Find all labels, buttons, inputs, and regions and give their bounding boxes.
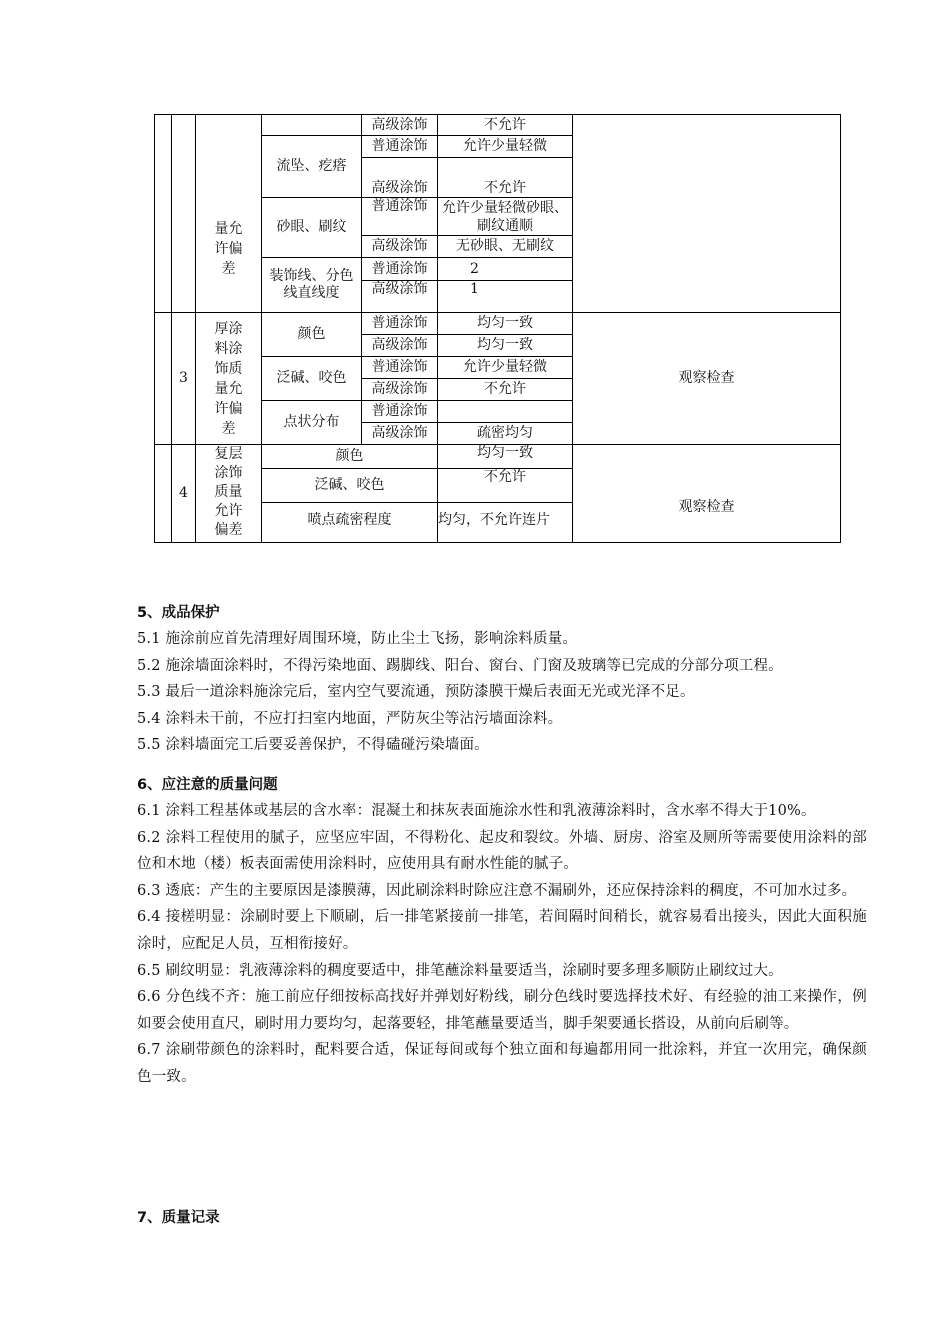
value-cell: 均匀一致 <box>438 313 573 335</box>
grade-cell: 高级涂饰 <box>362 335 438 357</box>
paragraph: 6.7 涂刷带颜色的涂料时，配料要合适，保证每间或每个独立面和每遍都用同一批涂料，并宜一次用完，确保颜色一致。 <box>137 1042 867 1085</box>
value-cell: 1 <box>438 281 573 313</box>
paragraph: 6.2 涂料工程使用的腻子，应坚应牢固，不得粉化、起皮和裂纹。外墙、厨房、浴室及厕所等需要使用涂料的部位和木地（楼）板表面需使用涂料时，应使用具有耐水性能的腻子。 <box>137 829 867 873</box>
grade-cell: 普通涂饰 <box>362 258 438 281</box>
paragraph: 5.1 施涂前应首先清理好周围环境，防止尘土飞扬，影响涂料质量。 <box>137 631 578 647</box>
outer-margin-cell <box>155 445 172 543</box>
grade-cell: 高级涂饰 <box>362 423 438 445</box>
quality-tolerance-table <box>154 114 841 543</box>
grade-cell: 普通涂饰 <box>362 313 438 335</box>
paragraph: 5.3 最后一道涂料施涂完后，室内空气要流通，预防漆膜干燥后表面无光或光泽不足。 <box>137 684 695 701</box>
grade-cell: 高级涂饰 <box>362 236 438 258</box>
table-cut-mask <box>150 551 850 557</box>
group-number-cell <box>172 115 196 313</box>
value-cell: 不允许 <box>438 379 573 401</box>
value-cell: 允许少量轻微 <box>438 357 573 379</box>
item-cell: 流坠、疙瘩 <box>262 136 362 198</box>
section-7 <box>137 1208 867 1228</box>
value-cell: 均匀，不允许连片 <box>438 503 573 543</box>
paragraph: 5.5 涂料墙面完工后要妥善保护，不得磕碰污染墙面。 <box>137 737 489 754</box>
item-cell: 喷点疏密程度 <box>262 503 438 543</box>
value-cell: 2 <box>438 258 573 281</box>
section-5 <box>137 603 867 759</box>
item-cell <box>262 115 362 136</box>
grade-cell: 高级涂饰 <box>362 115 438 136</box>
item-cell: 装饰线、分色线直线度 <box>262 258 362 313</box>
value-cell: 不允许 <box>438 115 573 136</box>
item-cell: 泛碱、咬色 <box>262 469 438 503</box>
grade-cell: 高级涂饰 <box>362 158 438 198</box>
item-cell: 颜色 <box>262 313 362 357</box>
paragraph: 6.5 刷纹明显：乳液薄涂料的稠度要适中，排笔蘸涂料量要适当，涂刷时要多理多顺防止刷纹过大。 <box>137 962 783 979</box>
paragraph: 6.1 涂料工程基体或基层的含水率：混凝土和抹灰表面施涂水性和乳液薄涂料时，含水率不得大于10%。 <box>137 803 816 819</box>
grade-cell: 高级涂饰 <box>362 379 438 401</box>
paragraph: 5.4 涂料未干前，不应打扫室内地面，严防灰尘等沾污墙面涂料。 <box>137 710 563 727</box>
paragraph: 5.2 施涂墙面涂料时，不得污染地面、踢脚线、阳台、窗台、门窗及玻璃等已完成的分部分项工程。 <box>137 657 783 674</box>
group-number: 3 <box>172 313 196 445</box>
grade-cell: 普通涂饰 <box>362 136 438 158</box>
value-cell: 允许少量轻微砂眼、刷纹通顺 <box>438 198 573 236</box>
paragraph: 6.4 接槎明显：涂刷时要上下顺刷，后一排笔紧接前一排笔，若间隔时间稍长，就容易看出接头，因此大面积施涂时，应配足人员，互相衔接好。 <box>137 909 867 952</box>
outer-margin-cell <box>155 313 172 445</box>
group3-label: 厚涂料涂饰质量允许偏差 <box>196 313 262 445</box>
item-cell: 砂眼、刷纹 <box>262 198 362 258</box>
value-cell: 无砂眼、无刷纹 <box>438 236 573 258</box>
item-cell: 泛碱、咬色 <box>262 357 362 401</box>
paragraph: 6.6 分色线不齐：施工前应仔细按标高找好并弹划好粉线，刷分色线时要选择技术好、有经验的油工来操作，例如要会使用直尺，刷时用力要均匀，起落要轻，排笔蘸量要适当，脚手架要通长搭设，从前向后刷等。 <box>137 989 867 1032</box>
item-cell: 颜色 <box>262 445 438 469</box>
value-cell: 均匀一致 <box>438 445 573 469</box>
value-cell <box>438 401 573 423</box>
grade-cell: 普通涂饰 <box>362 357 438 379</box>
outer-margin-cell <box>155 115 172 313</box>
inspection-method: 观察检查 <box>573 313 841 445</box>
section-6 <box>137 775 867 1091</box>
section-6-heading: 6、应注意的质量问题 <box>137 777 278 793</box>
grade-cell: 高级涂饰 <box>362 281 438 313</box>
value-cell: 不允许 <box>438 469 573 503</box>
value-cell: 不允许 <box>438 158 573 198</box>
grade-cell: 普通涂饰 <box>362 198 438 236</box>
group2-label: 量允许偏差 <box>196 115 262 313</box>
paragraph: 6.3 透底：产生的主要原因是漆膜薄，因此刷涂料时除应注意不漏刷外，还应保持涂料的稠度，不可加水过多。 <box>137 882 857 899</box>
group-number: 4 <box>172 445 196 543</box>
value-cell: 允许少量轻微 <box>438 136 573 158</box>
grade-cell: 普通涂饰 <box>362 401 438 423</box>
section-7-heading: 7、质量记录 <box>137 1210 220 1226</box>
inspection-method: 观察检查 <box>573 445 841 543</box>
value-cell: 均匀一致 <box>438 335 573 357</box>
method-cell <box>573 115 841 313</box>
value-cell: 疏密均匀 <box>438 423 573 445</box>
group4-label: 复层涂饰质量允许偏差 <box>196 445 262 543</box>
item-cell: 点状分布 <box>262 401 362 445</box>
section-5-heading: 5、成品保护 <box>137 605 220 621</box>
